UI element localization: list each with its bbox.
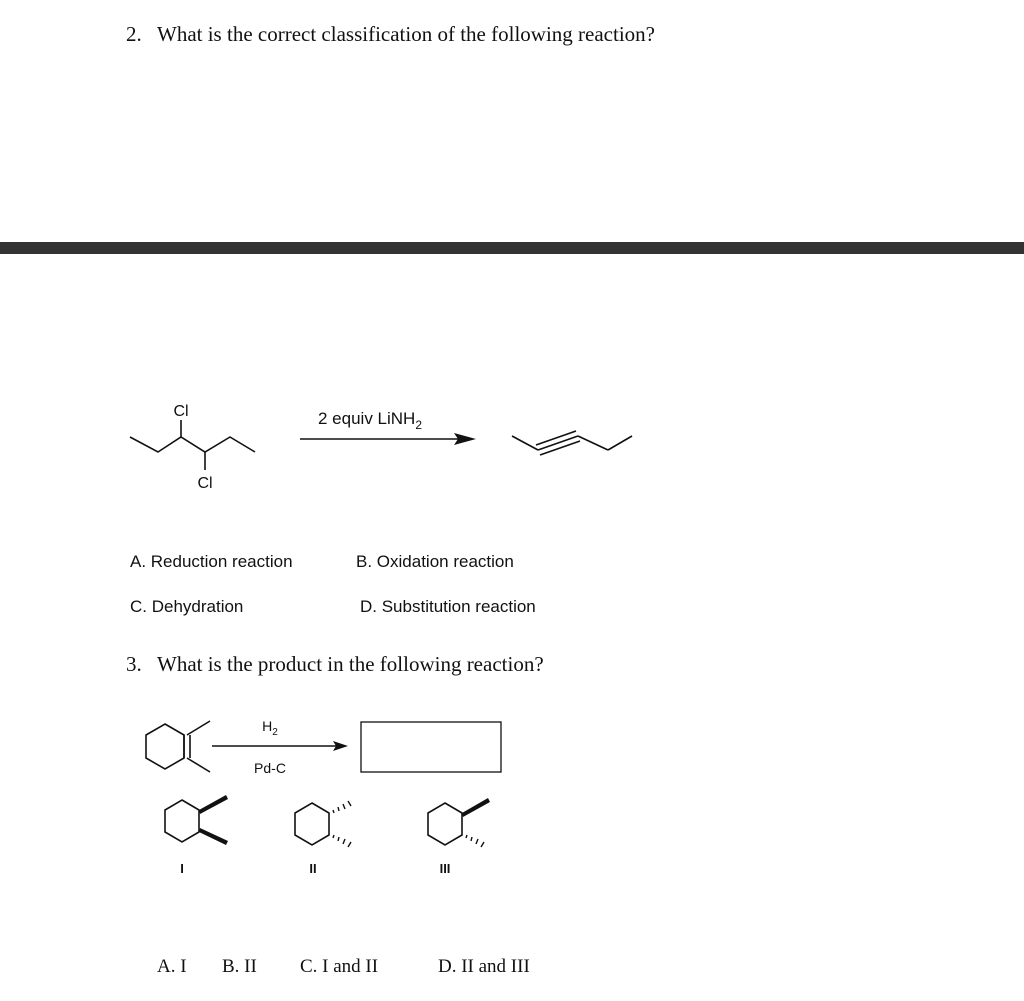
structure-III bbox=[428, 798, 490, 847]
q2-reagent-sub: 2 bbox=[415, 418, 423, 432]
q3-reagent-bottom: Pd-C bbox=[254, 760, 286, 776]
q3-answer-d[interactable]: D. II and III bbox=[438, 956, 530, 977]
q2-reagent bbox=[318, 409, 422, 432]
structure-I bbox=[165, 795, 228, 845]
answer-box bbox=[361, 722, 501, 772]
structure-II bbox=[295, 801, 351, 847]
reaction-arrow-q3 bbox=[212, 741, 348, 751]
reactant-label-cl-bottom: Cl bbox=[197, 475, 213, 492]
reactant-dichlorohexane bbox=[130, 420, 255, 470]
q2-option-a[interactable]: A. Reduction reaction bbox=[130, 552, 293, 571]
q3-answer-b[interactable]: B. II bbox=[222, 956, 257, 977]
q3-reactant bbox=[146, 721, 210, 772]
product-hexyne bbox=[512, 431, 632, 455]
q3-reagent-top: $H_2$ bbox=[262, 718, 278, 738]
q3-answer-a[interactable]: A. I bbox=[157, 956, 187, 977]
question-3-text: What is the product in the following reaction? bbox=[157, 652, 544, 676]
reaction-arrow-q2 bbox=[300, 433, 476, 445]
reactant-label-cl-top: Cl bbox=[173, 403, 189, 420]
q3-answer-c[interactable]: C. I and II bbox=[300, 956, 379, 977]
q2-option-c[interactable]: C. Dehydration bbox=[130, 597, 244, 616]
question-3-title bbox=[126, 652, 544, 677]
q2-reagent-main: 2 equiv LiNH bbox=[318, 409, 416, 428]
question-2-number: 2. bbox=[126, 22, 142, 46]
q2-option-b[interactable]: B. Oxidation reaction bbox=[356, 552, 514, 571]
q2-option-d[interactable]: D. Substitution reaction bbox=[360, 597, 536, 616]
structure-label-II: II bbox=[309, 861, 317, 876]
structure-label-III: III bbox=[439, 861, 451, 876]
structure-label-I: I bbox=[180, 861, 184, 876]
question-2-text: What is the correct classification of the following reaction? bbox=[157, 22, 655, 46]
question-3-number: 3. bbox=[126, 652, 142, 676]
